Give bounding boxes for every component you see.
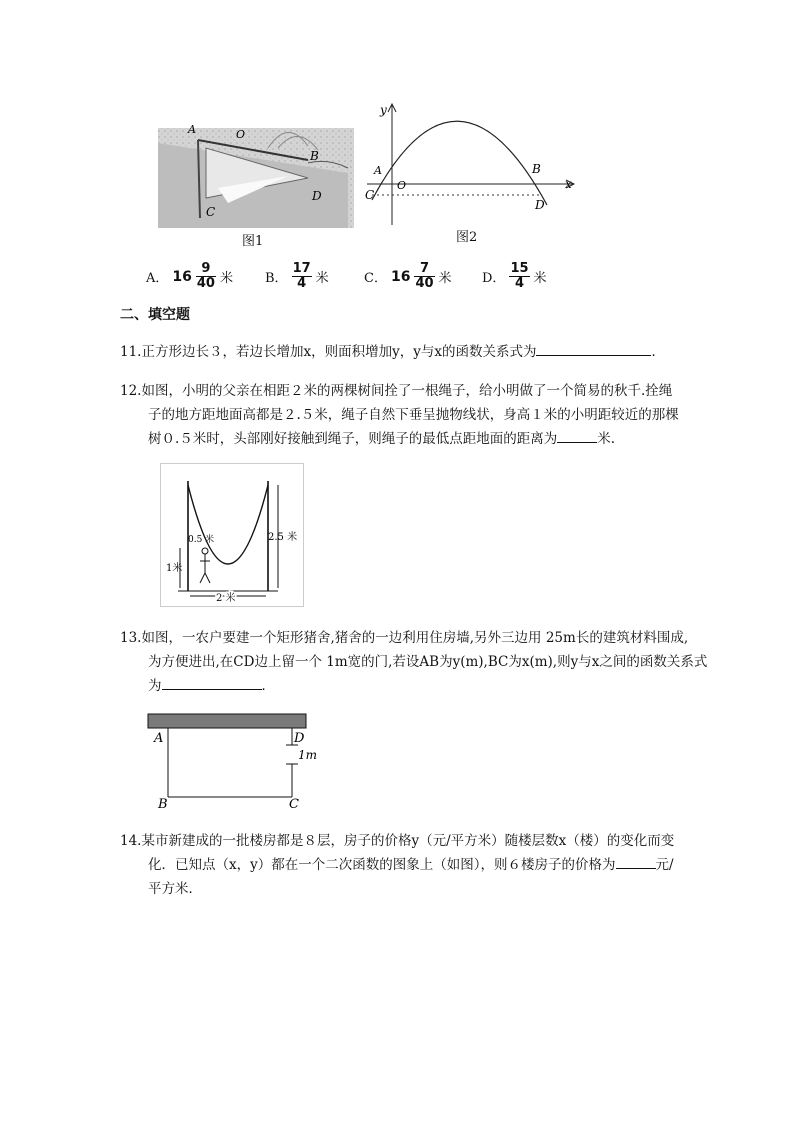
q14-line1: 14.某市新建成的一批楼房都是８层，房子的价格y（元/平方米）随楼层数x（楼）的变化而变 <box>120 833 675 849</box>
question-11 <box>120 340 665 364</box>
question-12 <box>120 379 679 451</box>
q13-line3 <box>120 674 707 698</box>
option-a-num: 9 <box>196 262 216 277</box>
fig2-label-x: x <box>565 177 572 191</box>
q13-fig-C: C <box>289 797 299 812</box>
q13-line2: 为方便进出,在CD边上留一个 1m宽的门,若设AB为y(m),BC为x(m),则y与x之间的函数关系式 <box>148 654 708 670</box>
fig1-label-D: D <box>312 189 322 203</box>
fig2-label-B: B <box>532 162 541 176</box>
q12-line2: 子的地方距地面高都是２.５米，绳子自然下垂呈抛物线状，身高１米的小明距较近的那棵 <box>148 407 679 423</box>
option-c-den: 40 <box>415 276 434 291</box>
q14-line2 <box>120 853 674 877</box>
option-c-whole: 16 <box>390 268 411 285</box>
fig1-label-B: B <box>310 149 319 163</box>
q13-fig-B: B <box>158 797 168 812</box>
q12-line1: 12.如图，小明的父亲在相距２米的两棵树间拴了一根绳子，给小明做了一个简易的秋千.拴绳 <box>120 383 673 399</box>
option-a-letter: A． <box>146 271 169 286</box>
option-c-letter: C． <box>364 271 387 286</box>
option-d-unit: 米 <box>533 271 547 286</box>
q13-end: ． <box>261 678 275 694</box>
q12-fig-25m: 2.5 米 <box>268 532 298 543</box>
section-title: 二、填空题 <box>120 307 190 323</box>
q12-line3-unit: 米. <box>597 431 616 447</box>
option-a <box>146 262 233 291</box>
figure-1-photo <box>158 118 354 230</box>
q13-fig-D: D <box>294 731 305 746</box>
option-b-letter: B． <box>265 271 288 286</box>
q13-fig-door: 1m <box>298 748 318 762</box>
question-14 <box>120 829 674 901</box>
q14-line3: 平方米． <box>148 881 202 897</box>
option-a-fraction <box>196 262 216 291</box>
q12-line3 <box>120 427 679 451</box>
q12-fig-half: 0.5 米 <box>188 535 215 545</box>
option-d-num: 15 <box>510 261 529 276</box>
fig2-label-A: A <box>374 164 382 177</box>
q11-end: ． <box>651 344 665 360</box>
q11-text: 11.正方形边长３，若边长增加x，则面积增加y，y与x的函数关系式为 <box>120 344 537 360</box>
q12-fig-1m: 1米 <box>166 563 183 574</box>
q12-fig-2m: 2 米 <box>216 593 236 604</box>
option-a-whole: 16 <box>172 268 192 285</box>
q13-fig-A: A <box>154 731 164 746</box>
option-d-fraction <box>509 262 529 291</box>
figure-2-caption: 图2 <box>456 230 478 245</box>
q13-line1: 13.如图，一农户要建一个矩形猪舍,猪舍的一边利用住房墙,另外三边用 25m长的建筑材料围成, <box>120 630 689 646</box>
option-b <box>265 262 329 291</box>
question-13 <box>120 626 707 698</box>
fig2-label-D: D <box>535 198 545 212</box>
option-a-den: 40 <box>196 276 215 291</box>
q12-answer-blank[interactable] <box>557 428 597 443</box>
q13-line3-text: 为 <box>148 678 162 694</box>
fig2-label-C: C <box>365 188 375 202</box>
option-a-unit: 米 <box>219 271 233 286</box>
q12-swing-figure <box>160 463 304 607</box>
option-c-fraction <box>414 262 434 291</box>
option-c-num: 7 <box>414 262 434 277</box>
fig2-label-y: y <box>380 103 387 117</box>
q11-answer-blank[interactable] <box>536 341 651 356</box>
option-b-num: 17 <box>292 261 311 276</box>
option-c-unit: 米 <box>438 271 452 286</box>
option-c <box>364 262 452 291</box>
q12-line3-text: 树０.５米时，头部刚好接触到绳子，则绳子的最低点距地面的距离为 <box>148 431 558 447</box>
option-d-letter: D． <box>482 271 506 286</box>
fig1-label-A: A <box>188 123 196 136</box>
q14-answer-blank[interactable] <box>616 854 656 869</box>
option-d-den: 4 <box>514 276 524 291</box>
q13-answer-blank[interactable] <box>162 675 262 690</box>
option-b-unit: 米 <box>315 271 329 286</box>
fig2-label-O: O <box>397 179 407 192</box>
figure-1-caption: 图1 <box>242 234 264 249</box>
fig1-label-C: C <box>206 205 216 219</box>
option-d <box>482 262 547 291</box>
q14-line2-text: 化．已知点（x，y）都在一个二次函数的图象上（如图），则６楼房子的价格为 <box>148 857 616 873</box>
q14-line2-unit: 元/ <box>655 857 674 873</box>
option-b-fraction <box>292 262 312 291</box>
fig1-label-O: O <box>236 128 246 141</box>
q13-pigpen-figure <box>146 712 326 812</box>
option-b-den: 4 <box>297 276 307 291</box>
figure-2-graph <box>362 100 584 230</box>
